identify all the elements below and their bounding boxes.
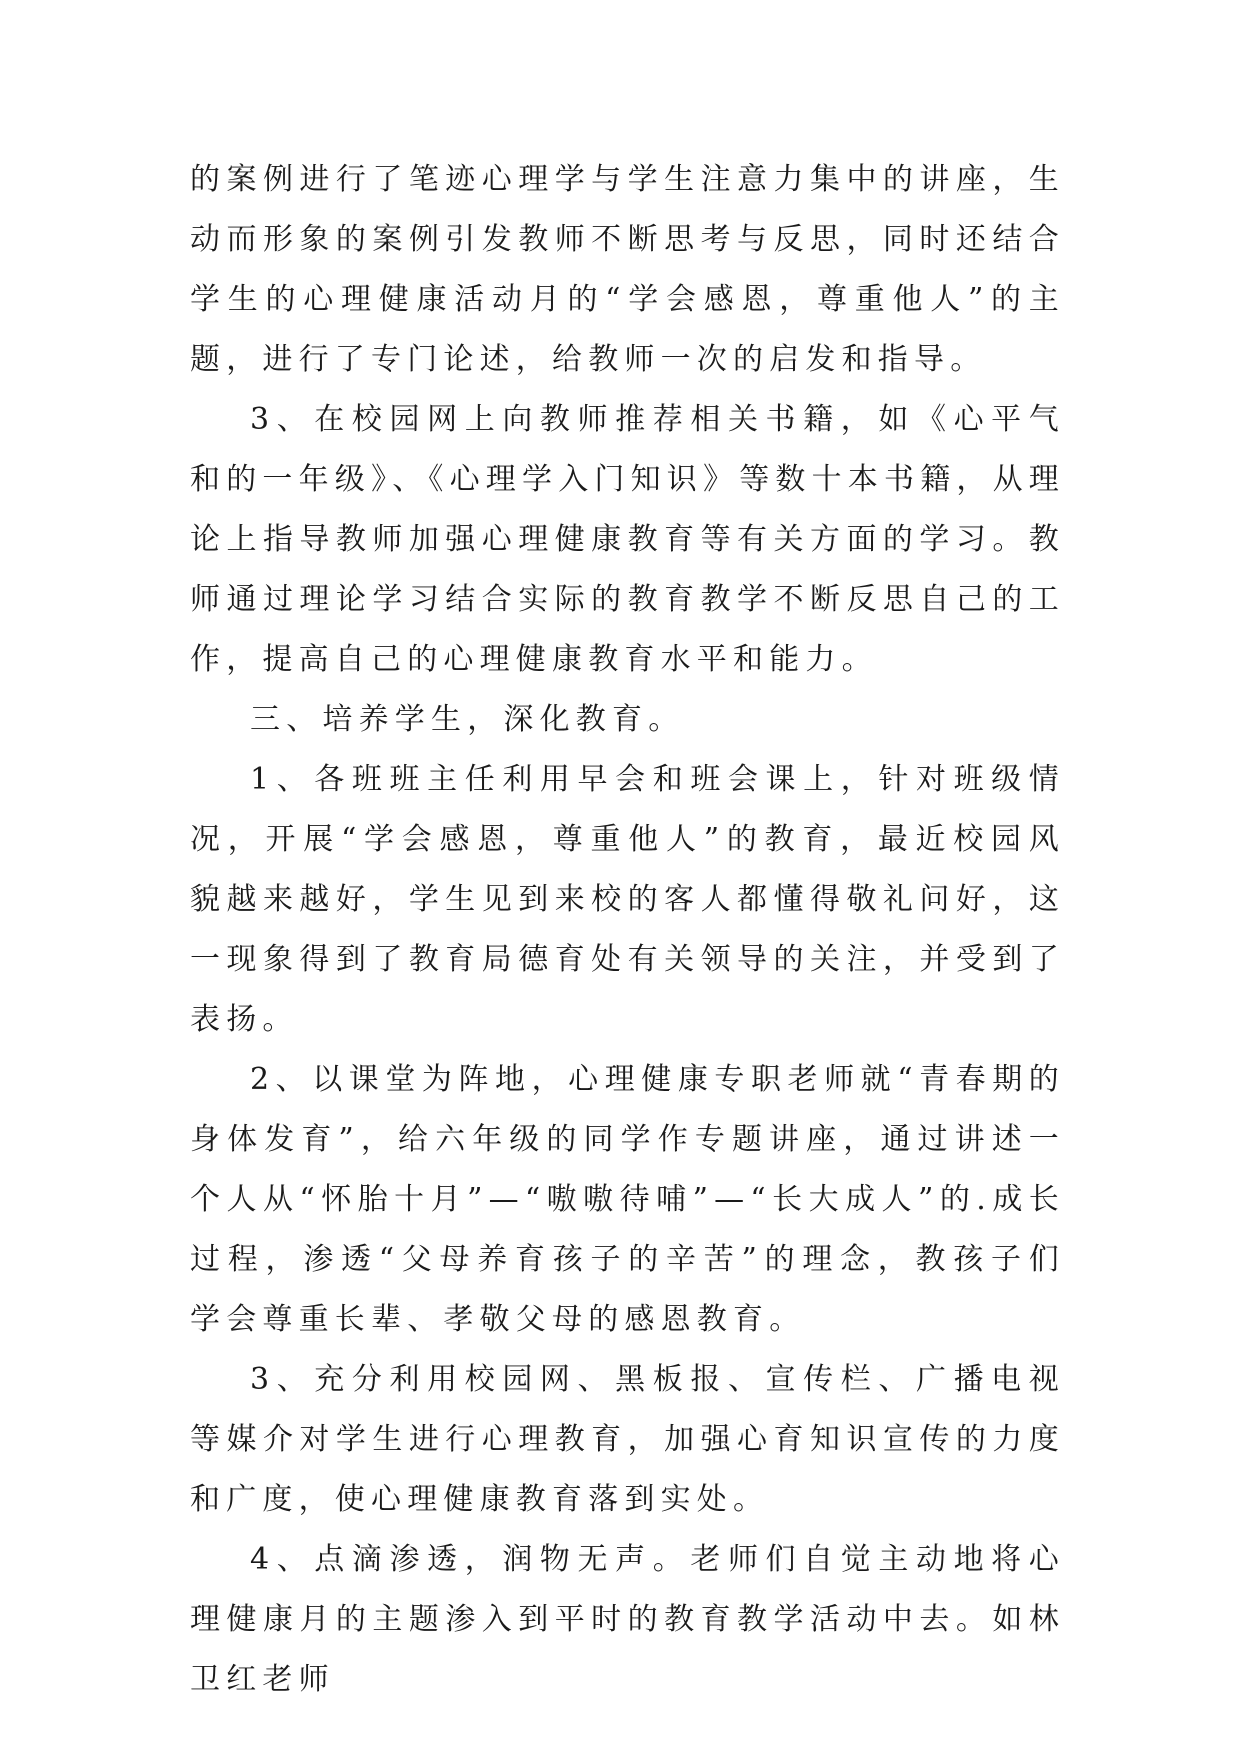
paragraph-media-education: 3、充分利用校园网、黑板报、宣传栏、广播电视等媒介对学生进行心理教育，加强心育知识宣传的力度和广度，使心理健康教育落到实处。 — [190, 1362, 1065, 1517]
paragraph-puberty-lecture: 2、以课堂为阵地，心理健康专职老师就“青春期的身体发育”，给六年级的同学作专题讲座，通过讲述一个人从“怀胎十月”—“嗷嗷待哺”—“长大成人”的.成长过程，渗透“父母养育孩子的辛苦”的理念，教孩子们学会尊重长辈、孝敬父母的感恩教育。 — [190, 1062, 1065, 1337]
paragraph-class-meetings: 1、各班班主任利用早会和班会课上，针对班级情况，开展“学会感恩，尊重他人”的教育，最近校园风貌越来越好，学生见到来校的客人都懂得敬礼问好，这一现象得到了教育局德育处有关领导的关注，并受到了表扬。 — [190, 762, 1065, 1037]
paragraph-recommend-books: 3、在校园网上向教师推荐相关书籍，如《心平气和的一年级》、《心理学入门知识》等数十本书籍，从理论上指导教师加强心理健康教育等有关方面的学习。教师通过理论学习结合实际的教育教学不断反思自己的工作，提高自己的心理健康教育水平和能力。 — [190, 402, 1065, 677]
section-heading-cultivate-students: 三、培养学生，深化教育。 — [250, 702, 685, 737]
document-body — [190, 150, 1065, 1710]
paragraph-case-lecture: 的案例进行了笔迹心理学与学生注意力集中的讲座，生动而形象的案例引发教师不断思考与反思，同时还结合学生的心理健康活动月的“学会感恩，尊重他人”的主题，进行了专门论述，给教师一次的启发和指导。 — [190, 162, 1065, 377]
paragraph-daily-infiltration: 4、点滴渗透，润物无声。老师们自觉主动地将心理健康月的主题渗入到平时的教育教学活动中去。如林卫红老师 — [190, 1542, 1065, 1697]
